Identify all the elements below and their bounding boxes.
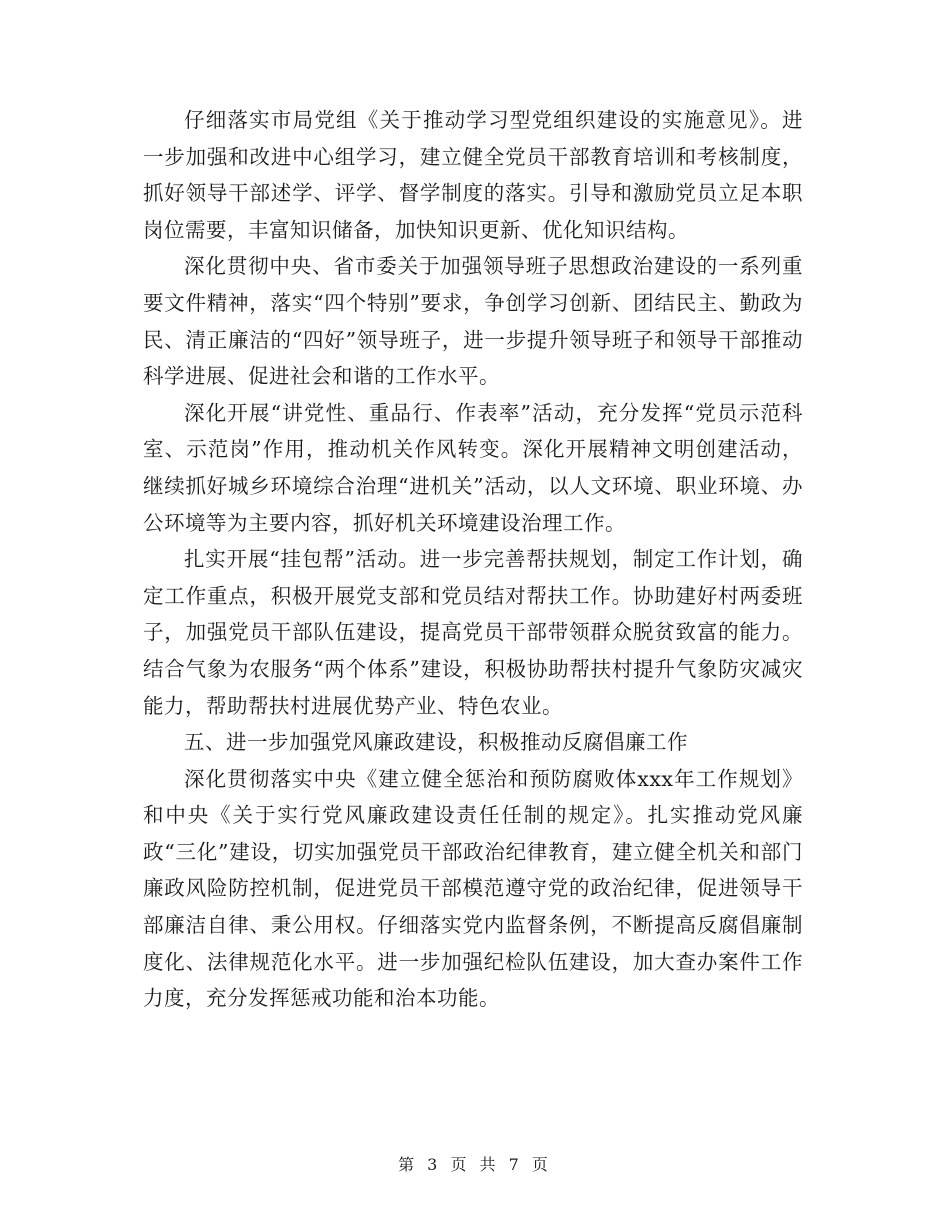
paragraph-anti-corruption: 深化贯彻落实中央《建立健全惩治和预防腐败体xxx年工作规划》和中央《关于实行党风廉政建设责任任制的规定》。扎实推动党风廉政“三化”建设，切实加强党员干部政治纪律教育，建立健全机关和部门廉政风险防控机制，促进党员干部模范遵守党的政治纪律，促进领导干部廉洁自律、秉公用权。仔细落实党内监督条例，不断提高反腐倡廉制度化、法律规范化水平。进一步加强纪检队伍建设，加大查办案件工作力度，充分发挥惩戒功能和治本功能。 [143,766,803,1011]
paragraph-study-organization: 仔细落实市局党组《关于推动学习型党组织建设的实施意见》。进一步加强和改进中心组学习，建立健全党员干部教育培训和考核制度，抓好领导干部述学、评学、督学制度的落实。引导和激励党员立足本职岗位需要，丰富知识储备，加快知识更新、优化知识结构。 [143,108,803,242]
paragraph-assistance-work: 扎实开展“挂包帮”活动。进一步完善帮扶规划，制定工作计划，确定工作重点，积极开展党支部和党员结对帮扶工作。协助建好村两委班子，加强党员干部队伍建设，提高党员干部带领群众脱贫致富的能力。结合气象为农服务“两个体系”建设，积极协助帮扶村提升气象防灾减灾能力，帮助帮扶村进展优势产业、特色农业。 [143,547,803,718]
paragraph-conduct-activities: 深化开展“讲党性、重品行、作表率”活动，充分发挥“党员示范科室、示范岗”作用，推动机关作风转变。深化开展精神文明创建活动，继续抓好城乡环境综合治理“进机关”活动，以人文环境、职业环境、办公环境等为主要内容，抓好机关环境建设治理工作。 [143,400,803,535]
page-number-footer: 第 3 页 共 7 页 [398,1155,552,1174]
section-heading-anti-corruption: 五、进一步加强党风廉政建设，积极推动反腐倡廉工作 [184,730,688,755]
paragraph-leadership-building: 深化贯彻中央、省市委关于加强领导班子思想政治建设的一系列重要文件精神，落实“四个特别”要求，争创学习创新、团结民主、勤政为民、清正廉洁的“四好”领导班子，进一步提升领导班子和领导干部推动科学进展、促进社会和谐的工作水平。 [143,254,803,389]
document-body [143,102,803,1017]
